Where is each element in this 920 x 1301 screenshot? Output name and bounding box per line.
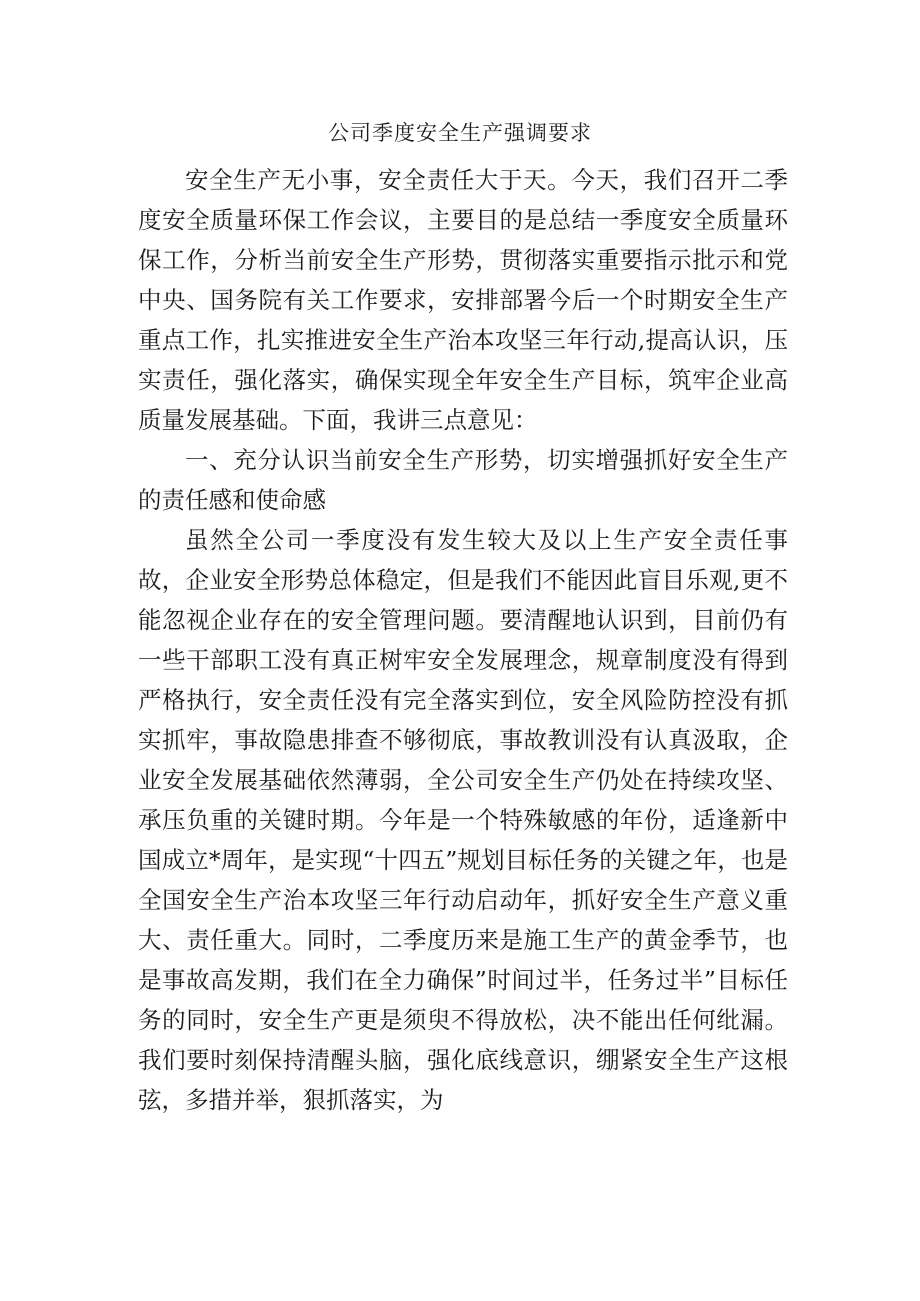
paragraph-intro: 安全生产无小事，安全责任大于天。今天，我们召开二季度安全质量环保工作会议，主要目的是总结一季度安全质量环保工作，分析当前安全生产形势，贯彻落实重要指示批示和党中央、国务院有关工作要求，安排部署今后一个时期安全生产重点工作，扎实推进安全生产治本攻坚三年行动,提高认识，压实责任，强化落实，确保实现全年安全生产目标，筑牢企业高质量发展基础。下面，我讲三点意见： <box>138 166 788 434</box>
document-body <box>138 160 788 1120</box>
section-heading-1: 一、充分认识当前安全生产形势，切实增强抓好安全生产的责任感和使命感 <box>138 446 788 514</box>
paragraph-situation: 虽然全公司一季度没有发生较大及以上生产安全责任事故，企业安全形势总体稳定，但是我们不能因此盲目乐观,更不能忽视企业存在的安全管理问题。要清醒地认识到，目前仍有一些干部职工没有真正树牢安全发展理念，规章制度没有得到严格执行，安全责任没有完全落实到位，安全风险防控没有抓实抓牢，事故隐患排查不够彻底，事故教训没有认真汲取，企业安全发展基础依然薄弱，全公司安全生产仍处在持续攻坚、承压负重的关键时期。今年是一个特殊敏感的年份，适逢新中国成立*周年，是实现“十四五”规划目标任务的关键之年，也是全国安全生产治本攻坚三年行动启动年，抓好安全生产意义重大、责任重大。同时，二季度历来是施工生产的黄金季节，也是事故高发期，我们在全力确保”时间过半，任务过半”目标任务的同时，安全生产更是须臾不得放松，决不能出任何纰漏。我们要时刻保持清醒头脑，强化底线意识，绷紧安全生产这根弦，多措并举，狠抓落实，为 <box>138 526 788 1114</box>
document-title: 公司季度安全生产强调要求 <box>328 121 592 145</box>
